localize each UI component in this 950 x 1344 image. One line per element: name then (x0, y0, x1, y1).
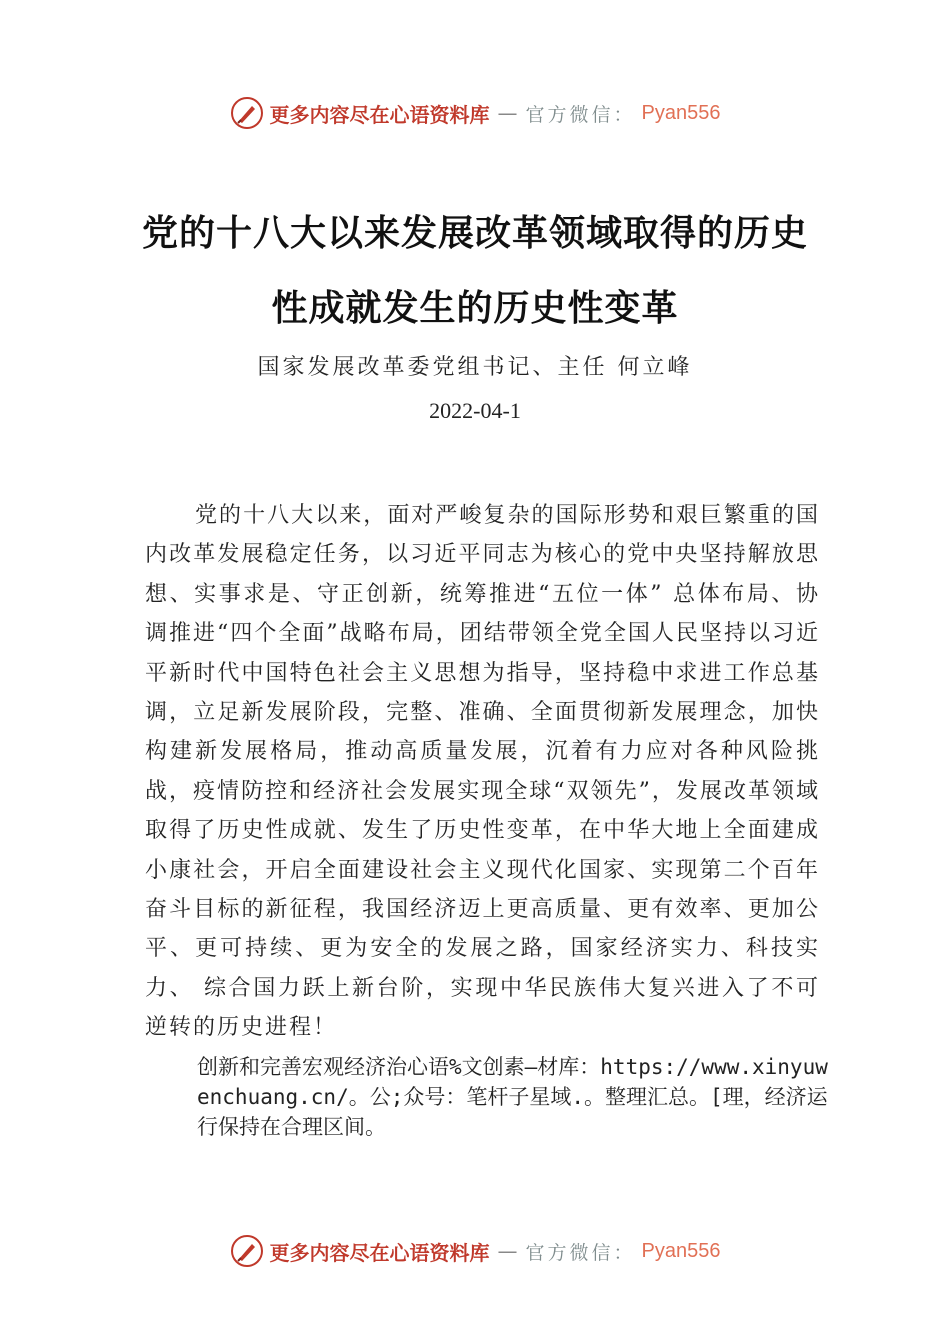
source-note: 创新和完善宏观经济治心语%文创素—材库：https://www.xinyuwenchuang.cn/。公;众号：笔杆子星域.。整理汇总。[理，经济运行保持在合理区间。 (197, 1055, 828, 1139)
banner-brand-text: 更多内容尽在心语资料库 (269, 102, 490, 127)
body-paragraph: 党的十八大以来，面对严峻复杂的国际形势和艰巨繁重的国内改革发展稳定任务，以习近平同志为核心的党中央坚持解放思想、实事求是、守正创新，统筹推进“五位一体” 总体布局、协调推进“四个全面”战略布局，团结带领全党全国人民坚持以习近平新时代中国特色社会主义思想为指导，坚持稳中求进工作总基调，立足新发展阶段，完整、准确、全面贯彻新发展理念，加快构建新发展格局，推动高质量发展，沉着有力应对各种风险挑战，疫情防控和经济社会发展实现全球“双领先”，发展改革领域取得了历史性成就、发生了历史性变革，在中华大地上全面建成小康社会，开启全面建设社会主义现代化国家、实现第二个百年奋斗目标的新征程，我国经济迈上更高质量、更有效率、更加公平、更可持续、更为安全的发展之路，国家经济实力、科技实力、 综合国力跃上新台阶，实现中华民族伟大复兴进入了不可逆转的历史进程！ (145, 503, 820, 1041)
banner-wechat-id: Pyan556 (641, 101, 721, 124)
top-banner (0, 96, 950, 130)
banner-wechat-id: Pyan556 (641, 1239, 721, 1262)
banner-official-label: 官方微信： (525, 1241, 636, 1264)
author-byline: 国家发展改革委党组书记、主任 何立峰 (257, 355, 693, 380)
banner-official-label: 官方微信： (525, 103, 636, 126)
publish-date: 2022-04-1 (429, 398, 521, 423)
banner-dash: — (497, 101, 518, 125)
document-title-line-1: 党的十八大以来发展改革领域取得的历史 (141, 212, 808, 254)
writing-brush-logo-icon (230, 96, 264, 130)
document-title-line-2: 性成就发生的历史性变革 (271, 287, 679, 329)
banner-dash: — (497, 1239, 518, 1263)
bottom-banner (0, 1234, 950, 1268)
banner-brand-text: 更多内容尽在心语资料库 (269, 1240, 490, 1265)
writing-brush-logo-icon (230, 1234, 264, 1268)
